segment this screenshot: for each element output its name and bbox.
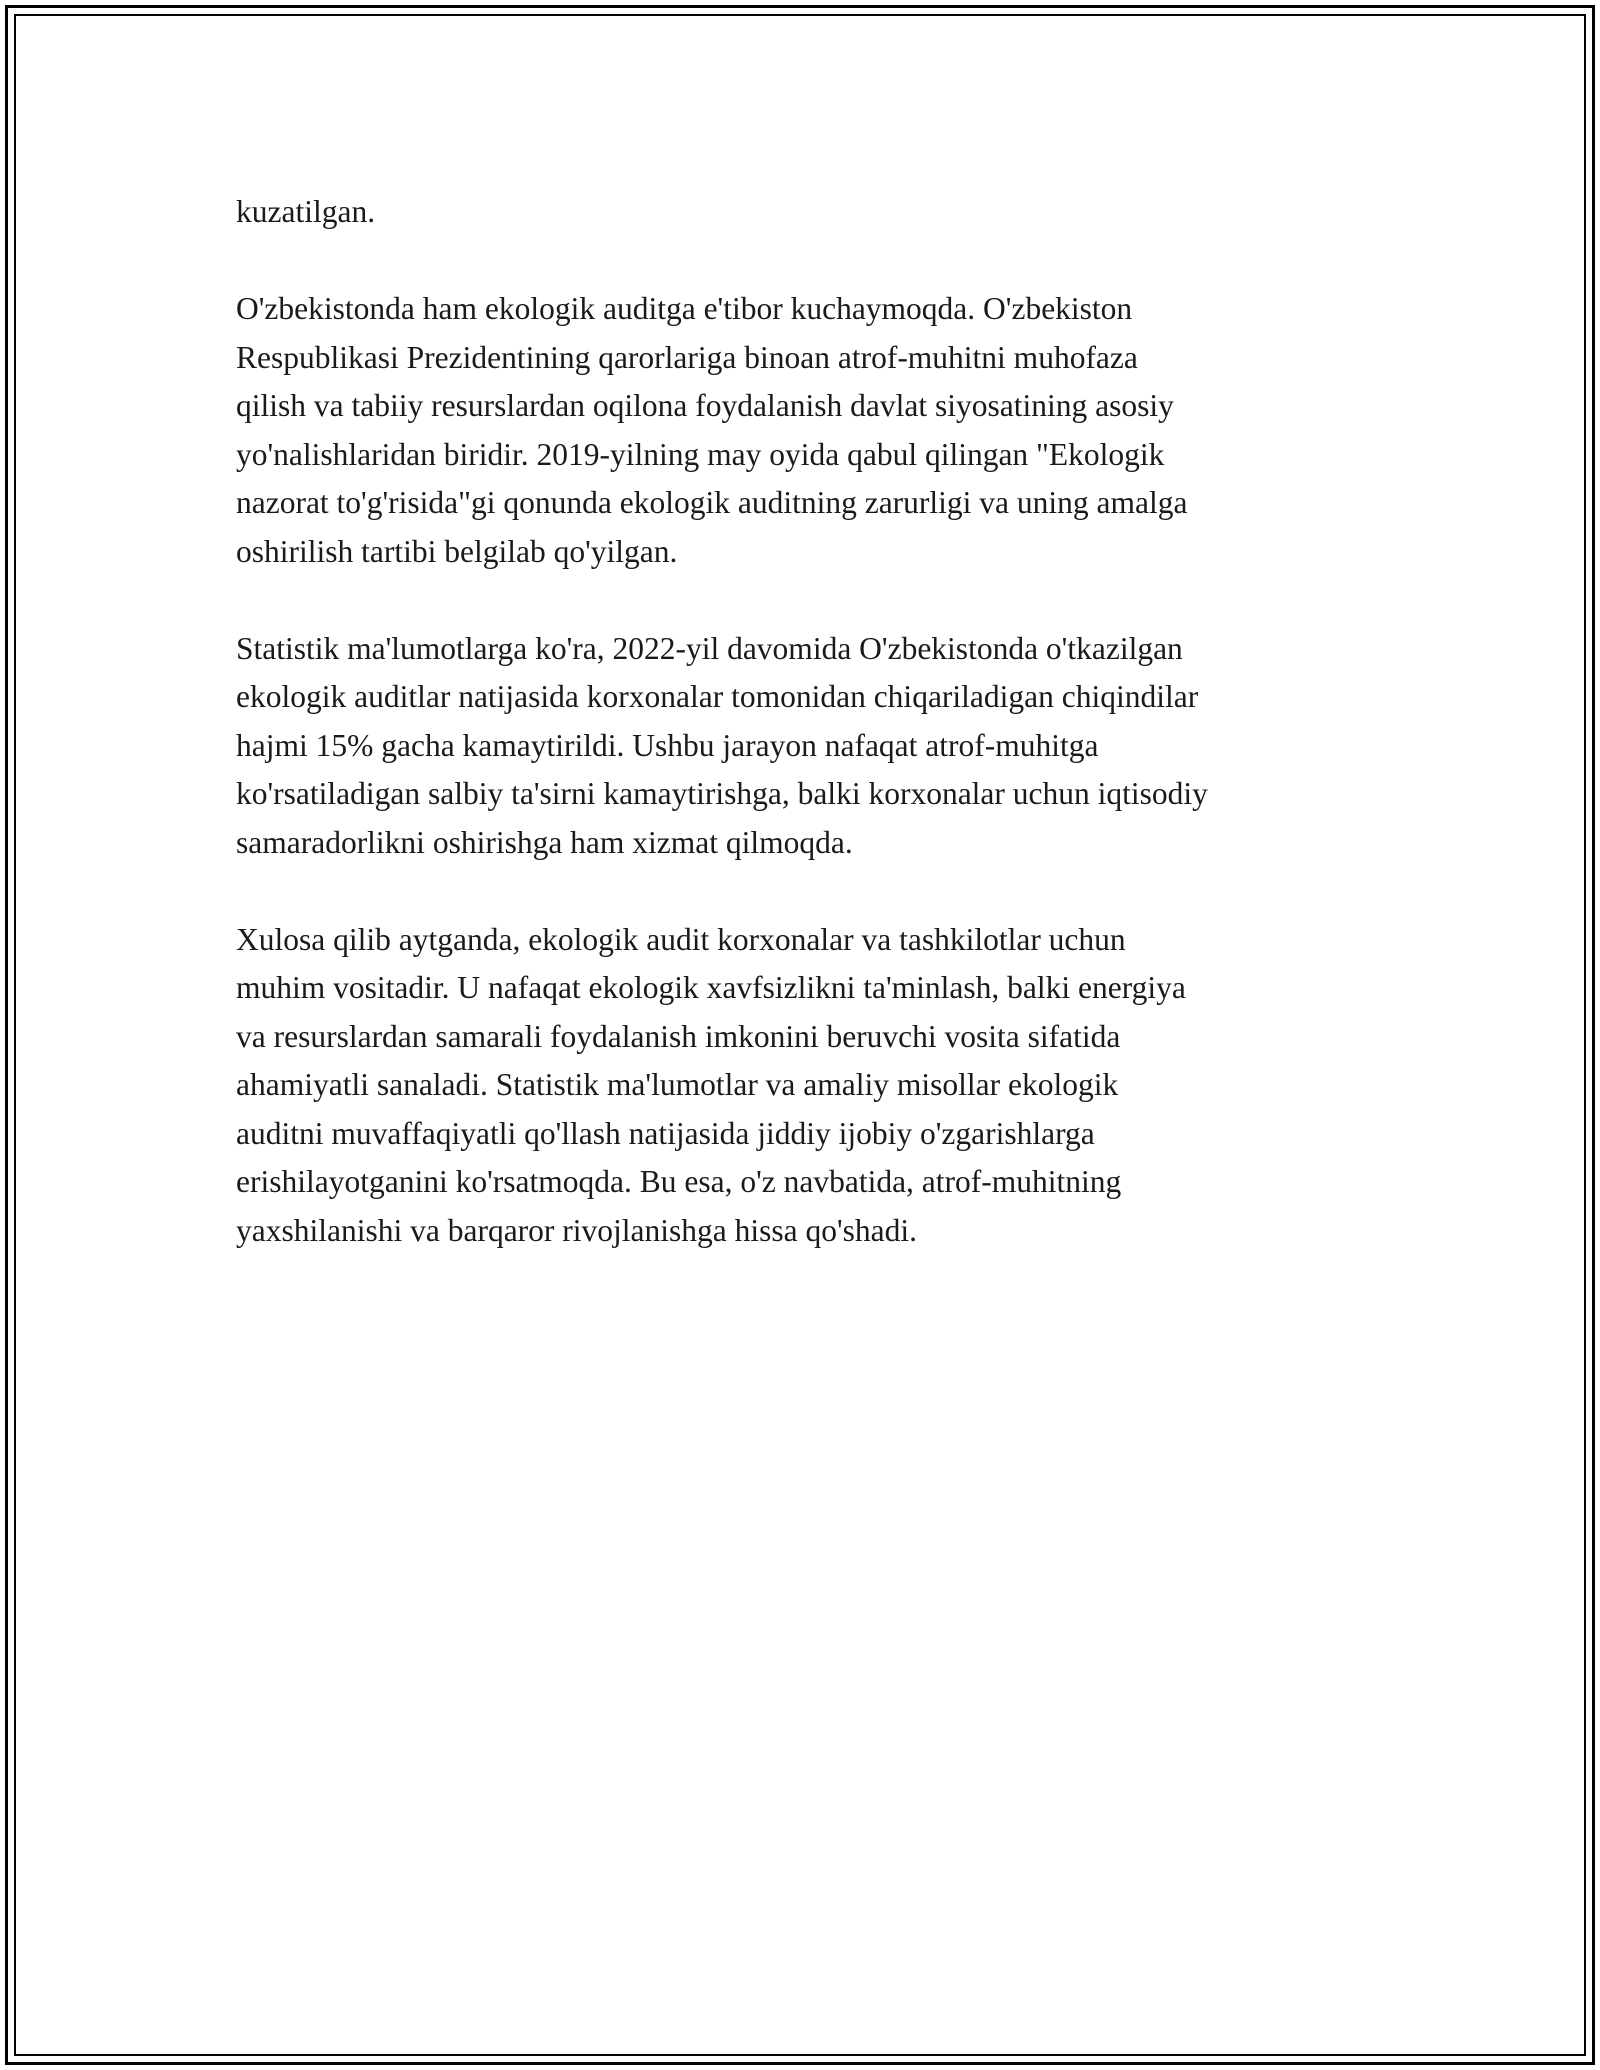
- text-line: va resurslardan samarali foydalanish imkonini beruvchi vosita sifatida: [236, 1018, 1121, 1054]
- text-line: oshirilish tartibi belgilab qo'yilgan.: [236, 533, 678, 569]
- text-line: yo'nalishlaridan biridir. 2019-yilning may oyida qabul qilingan "Ekologik: [236, 436, 1165, 472]
- text-line: samaradorlikni oshirishga ham xizmat qilmoqda.: [236, 824, 853, 860]
- text-line: Xulosa qilib aytganda, ekologik audit korxonalar va tashkilotlar uchun: [236, 921, 1126, 957]
- text-line: ekologik auditlar natijasida korxonalar tomonidan chiqariladigan chiqindilar: [236, 679, 1199, 714]
- text-line: ko'rsatiladigan salbiy ta'sirni kamaytirishga, balki korxonalar uchun iqtisodiy: [236, 776, 1208, 811]
- text-line: qilish va tabiiy resurslardan oqilona foydalanish davlat siyosatining asosiy: [236, 388, 1174, 423]
- text-line: kuzatilgan.: [236, 194, 376, 229]
- text-line: Respublikasi Prezidentining qarorlariga binoan atrof-muhitni muhofaza: [236, 339, 1138, 375]
- text-line: Statistik ma'lumotlarga ko'ra, 2022-yil davomida O'zbekistonda o'tkazilgan: [236, 630, 1183, 666]
- text-line: nazorat to'g'risida"gi qonunda ekologik auditning zarurligi va uning amalga: [236, 485, 1188, 520]
- text-line: yaxshilanishi va barqaror rivojlanishga hissa qo'shadi.: [236, 1212, 918, 1248]
- text-line: auditni muvaffaqiyatli qo'llash natijasida jiddiy ijobiy o'zgarishlarga: [236, 1115, 1095, 1151]
- paragraph-2: [236, 285, 1376, 576]
- document-body: [236, 188, 1376, 1304]
- paragraph-4: [236, 916, 1376, 1256]
- text-line: erishilayotganini ko'rsatmoqda. Bu esa, o'z navbatida, atrof-muhitning: [236, 1164, 1122, 1199]
- text-line: hajmi 15% gacha kamaytirildi. Ushbu jarayon nafaqat atrof-muhitga: [236, 727, 1099, 763]
- text-line: muhim vositadir. U nafaqat ekologik xavfsizlikni ta'minlash, balki energiya: [236, 970, 1186, 1005]
- text-line: O'zbekistonda ham ekologik auditga e'tibor kuchaymoqda. O'zbekiston: [236, 291, 1133, 326]
- text-line: ahamiyatli sanaladi. Statistik ma'lumotlar va amaliy misollar ekologik: [236, 1067, 1119, 1102]
- paragraph-1: [236, 188, 1376, 237]
- paragraph-3: [236, 625, 1376, 868]
